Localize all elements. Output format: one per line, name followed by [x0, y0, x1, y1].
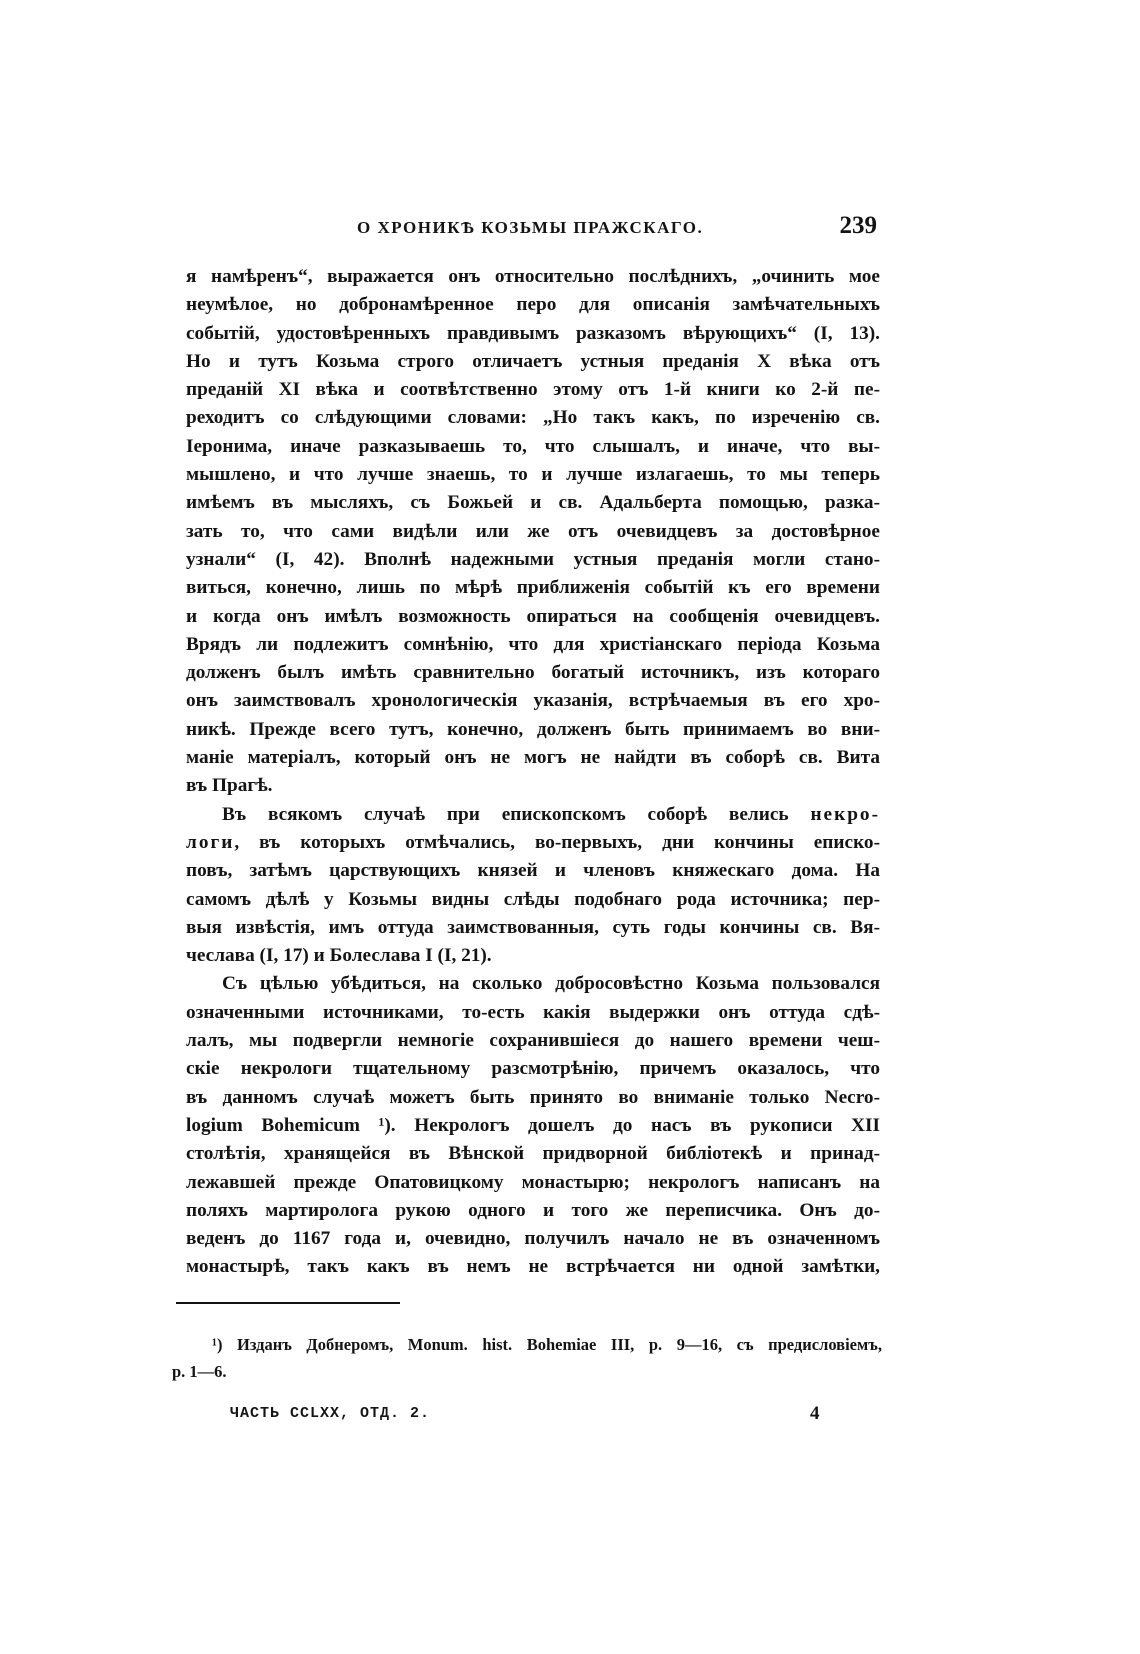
- text-line: Съ цѣлью убѣдиться, на сколько добросовѣстно Козьма пользовался: [222, 973, 880, 995]
- text-line: лежавшей прежде Опатовицкому монастырю; некрологъ написанъ на: [186, 1171, 880, 1193]
- text-line: въ Прагѣ.: [186, 775, 273, 797]
- text-line: и когда онъ имѣлъ возможность опираться на сообщенія очевидцевъ.: [186, 605, 880, 627]
- text-line: выя извѣстія, имъ оттуда заимствованныя, суть годы кончины св. Вя-: [186, 916, 880, 938]
- text-run: Въ всякомъ случаѣ при епископскомъ соборѣ велись: [222, 803, 811, 825]
- text-line: зать то, что сами видѣли или же отъ очевидцевъ за достовѣрное: [186, 520, 880, 542]
- signature-number: 4: [810, 1403, 821, 1424]
- text-line: узнали“ (I, 42). Вполнѣ надежными устныя преданія могли стано-: [186, 548, 880, 570]
- text-line: маніе матеріалъ, который онъ не могъ не найдти въ соборѣ св. Вита: [186, 747, 880, 769]
- text-line: никѣ. Прежде всего тутъ, конечно, долженъ быть принимаемъ во вни-: [186, 718, 880, 740]
- text-line: [186, 829, 880, 857]
- text-line: означенными источниками, то-есть какія выдержки онъ оттуда сдѣ-: [186, 1001, 880, 1023]
- text-line: онъ заимствовалъ хронологическія указанія, встрѣчаемыя въ его хро-: [186, 690, 880, 712]
- text-line: лалъ, мы подвергли немногіе сохранившіеся до нашего времени чеш-: [186, 1030, 880, 1052]
- text-line: Врядъ ли подлежитъ сомнѣнію, что для христіанскаго періода Козьма: [186, 633, 880, 655]
- text-line: logium Bohemicum ¹). Некрологъ дошелъ до насъ въ рукописи XII: [186, 1114, 880, 1136]
- printer-signature: [230, 1405, 830, 1435]
- text-line: событій, удостовѣренныхъ правдивымъ разказомъ вѣрующихъ“ (I, 13).: [186, 322, 880, 344]
- text-line: монастырѣ, такъ какъ въ немъ не встрѣчается ни одной замѣтки,: [186, 1256, 880, 1278]
- text-line: [186, 801, 880, 829]
- body-text: [186, 263, 880, 1282]
- text-line: столѣтія, хранящейся въ Вѣнской придворной библіотекѣ и принад-: [186, 1143, 880, 1165]
- text-line: долженъ былъ имѣть сравнительно богатый источникъ, изъ котораго: [186, 662, 880, 684]
- text-line: въ данномъ случаѣ можетъ быть принято во вниманіе только Necro-: [186, 1086, 880, 1108]
- text-line: поляхъ мартиролога рукою одного и того же переписчика. Онъ до-: [186, 1199, 880, 1221]
- paragraph-2: [186, 801, 880, 971]
- text-line: виться, конечно, лишь по мѣрѣ приближенія событій къ его времени: [186, 577, 880, 599]
- text-line: я намѣренъ“, выражается онъ относительно послѣднихъ, „очинить мое: [186, 266, 880, 287]
- running-title: О ХРОНИКѢ КОЗЬМЫ ПРАЖСКАГО.: [357, 218, 704, 237]
- text-line: преданій XI вѣка и соотвѣтственно этому отъ 1-й книги ко 2-й пе-: [186, 379, 880, 401]
- footnote-line: p. 1—6.: [172, 1362, 227, 1381]
- spaced-term: логи: [186, 831, 235, 853]
- text-line: неумѣлое, но добронамѣренное перо для описанія замѣчательныхъ: [186, 294, 880, 316]
- text-run: , въ которыхъ отмѣчались, во-первыхъ, дни кончины еписко-: [234, 831, 880, 853]
- footnote-line: ¹) Изданъ Добнеромъ, Monum. hist. Bohemiae III, p. 9—16, съ предисловіемъ,: [212, 1335, 882, 1354]
- text-line: Іеронима, иначе разказываешь то, что слышалъ, и иначе, что вы-: [186, 435, 880, 457]
- text-line: Но и тутъ Козьма строго отличаетъ устныя преданія X вѣка отъ: [186, 350, 880, 372]
- text-line: чеслава (I, 17) и Болеслава I (I, 21).: [186, 945, 492, 967]
- page-number: 239: [839, 212, 877, 239]
- spaced-term: некро-: [810, 803, 880, 825]
- text-line: повъ, затѣмъ царствующихъ князей и членовъ княжескаго дома. На: [186, 860, 880, 882]
- text-line: веденъ до 1167 года и, очевидно, получилъ начало не въ означенномъ: [186, 1228, 880, 1250]
- footnote-rule: [176, 1302, 400, 1304]
- paragraph-1: [186, 263, 880, 801]
- text-line: имѣемъ въ мысляхъ, съ Божьей и св. Адальберта помощью, разка-: [186, 492, 880, 514]
- text-line: мышлено, и что лучше знаешь, то и лучше излагаешь, то мы теперь: [186, 464, 880, 486]
- running-head: [357, 212, 877, 244]
- text-line: реходитъ со слѣдующими словами: „Но такъ какъ, по изреченію св.: [186, 407, 880, 429]
- footnote: [172, 1331, 882, 1385]
- signature-part: ЧАСТЬ CCLXX, ОТД. 2.: [230, 1405, 431, 1422]
- text-line: самомъ дѣлѣ у Козьмы видны слѣды подобнаго рода источника; пер-: [186, 888, 880, 910]
- text-line: скіе некрологи тщательному разсмотрѣнію, причемъ оказалось, что: [186, 1058, 880, 1080]
- paragraph-3: [186, 970, 880, 1281]
